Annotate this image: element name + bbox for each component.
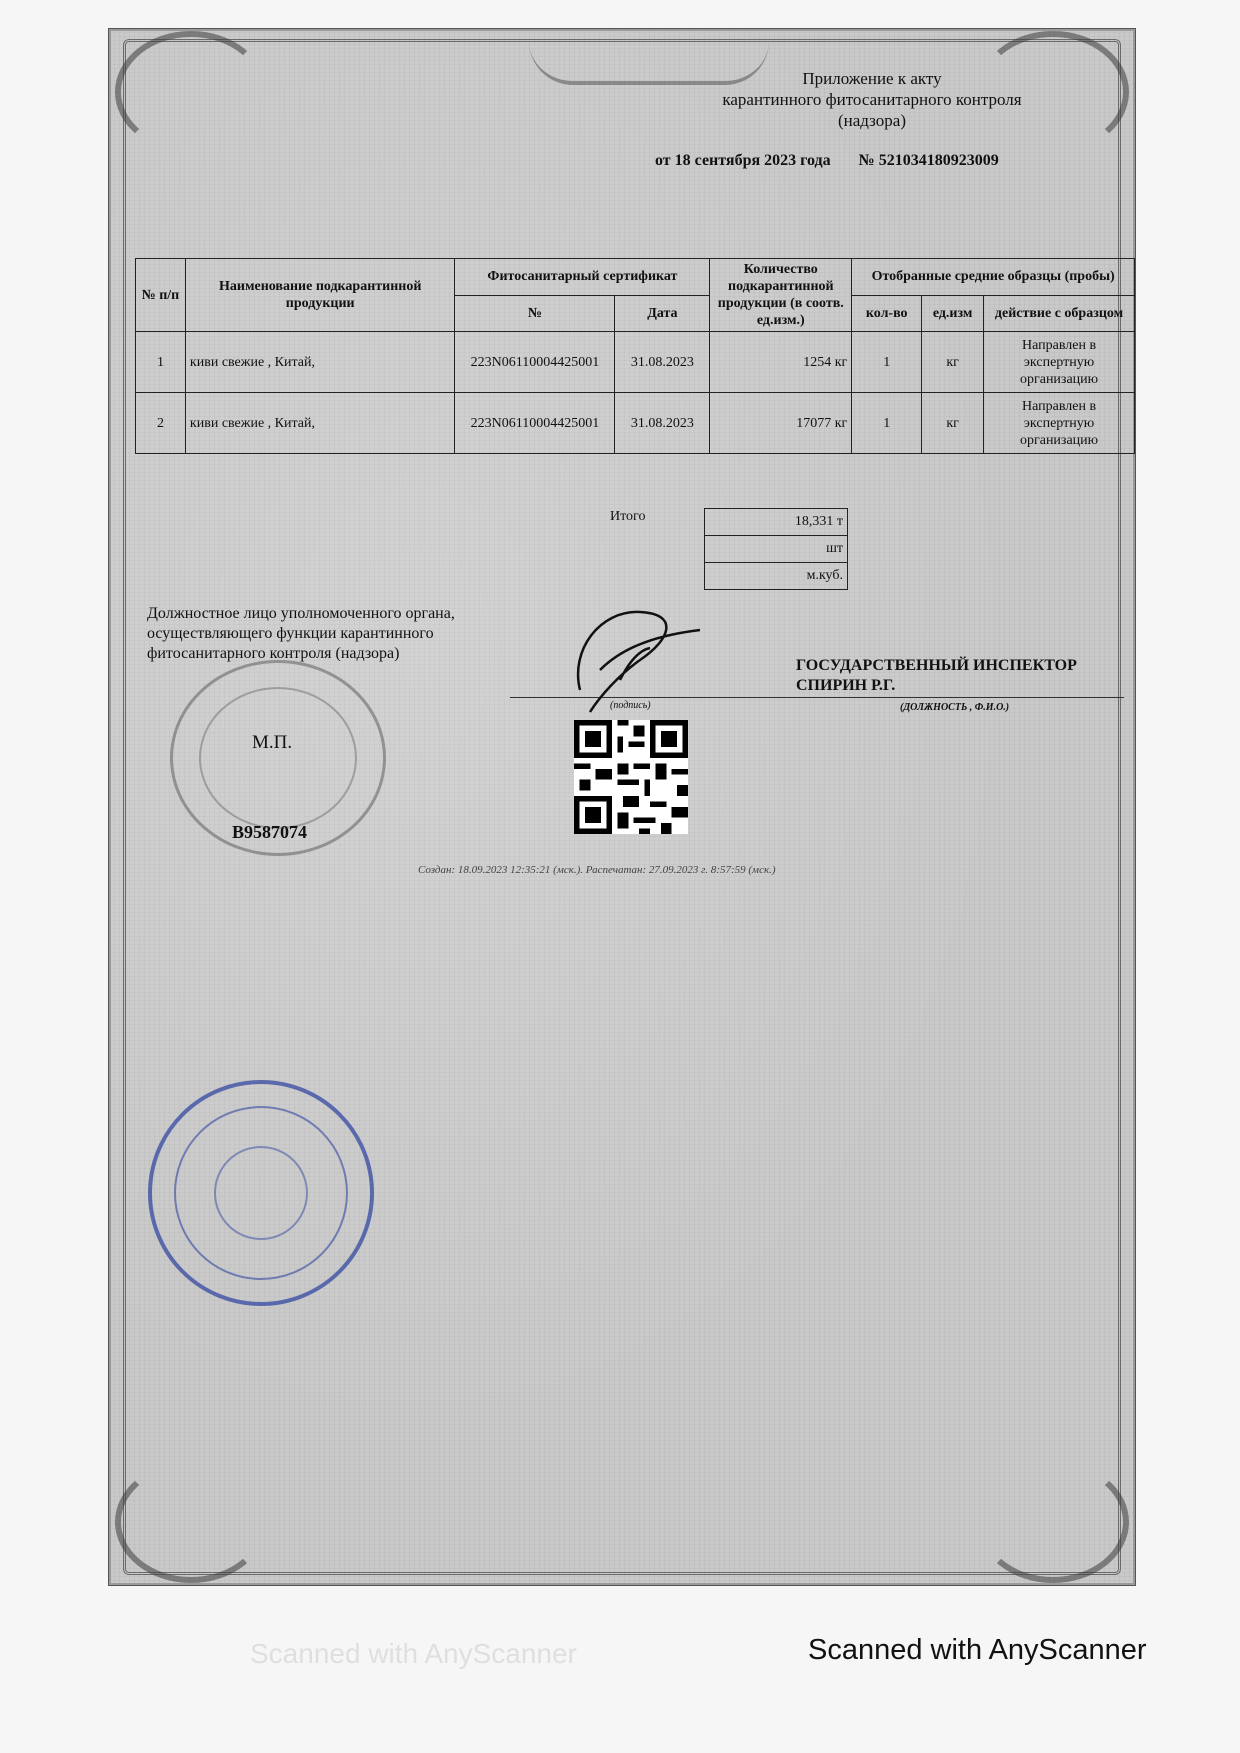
seal-mark-label: М.П.: [252, 732, 293, 753]
row-num: 1: [136, 332, 186, 393]
col-cert-no-header: №: [455, 295, 615, 332]
print-footnote: Создан: 18.09.2023 12:35:21 (мск.). Распечатан: 27.09.2023 г. 8:57:59 (мск.): [418, 864, 776, 876]
products-table: [135, 258, 1135, 454]
totals-table: [606, 508, 848, 590]
col-sample-qty-header: кол-во: [852, 295, 922, 332]
act-number: № 521034180923009: [858, 152, 999, 169]
col-sample-unit-header: ед.изм: [922, 295, 984, 332]
row-sample-qty: 1: [852, 332, 922, 393]
row-cert-date: 31.08.2023: [615, 332, 710, 393]
ornament-corner-bottom-right: [977, 1461, 1129, 1583]
row-sample-action: Направлен в экспертную организацию: [984, 332, 1135, 393]
col-samples-header: Отобранные средние образцы (пробы): [852, 259, 1135, 296]
document-header: [692, 68, 1052, 131]
table-row: [136, 393, 1135, 454]
ornament-corner-top-left: [115, 31, 267, 153]
col-sample-action-header: действие с образцом: [984, 295, 1135, 332]
header-line-1: Приложение к акту: [802, 69, 942, 88]
header-line-3: (надзора): [838, 111, 906, 130]
table-header-row: [136, 259, 1135, 296]
row-num: 2: [136, 393, 186, 454]
act-date: от 18 сентября 2023 года: [655, 152, 831, 169]
row-sample-action: Направлен в экспертную организацию: [984, 393, 1135, 454]
position-caption: (ДОЛЖНОСТЬ , Ф.И.О.): [900, 702, 1010, 713]
row-cert-no: 223N06110004425001: [455, 332, 615, 393]
inspector-block: [796, 656, 1077, 696]
official-label: Должностное лицо уполномоченного органа, осуществляющего функции карантинного фитосанитарного контроля (надзора): [147, 605, 455, 662]
handwritten-signature: [560, 600, 710, 720]
row-quantity: 17077 кг: [710, 393, 852, 454]
qr-code: [574, 720, 688, 834]
blank-number: В9587074: [232, 822, 308, 842]
row-product-name: киви свежие , Китай,: [185, 393, 455, 454]
row-cert-no: 223N06110004425001: [455, 393, 615, 454]
totals-weight: 18,331 т: [705, 509, 848, 536]
row-cert-date: 31.08.2023: [615, 393, 710, 454]
scanner-watermark: Scanned with AnyScanner: [250, 1638, 577, 1669]
totals-label: Итого: [610, 508, 646, 524]
row-sample-unit: кг: [922, 393, 984, 454]
scanner-label: Scanned with AnyScanner: [808, 1634, 1147, 1666]
header-line-2: карантинного фитосанитарного контроля: [722, 90, 1022, 109]
row-sample-unit: кг: [922, 332, 984, 393]
inspector-title: ГОСУДАРСТВЕННЫЙ ИНСПЕКТОР: [796, 657, 1077, 674]
col-num-header: № п/п: [136, 259, 186, 332]
row-product-name: киви свежие , Китай,: [185, 332, 455, 393]
inspector-name: СПИРИН Р.Г.: [796, 677, 896, 694]
company-stamp: [148, 1080, 374, 1306]
table-row: [136, 332, 1135, 393]
signature-caption: (подпись): [610, 700, 651, 711]
totals-volume: м.куб.: [705, 563, 848, 590]
col-quantity-header: Количество подкарантинной продукции (в соотв. ед.изм.): [710, 259, 852, 332]
ornament-corner-bottom-left: [115, 1461, 267, 1583]
row-sample-qty: 1: [852, 393, 922, 454]
act-reference: [655, 152, 999, 170]
row-quantity: 1254 кг: [710, 332, 852, 393]
totals-pieces: шт: [705, 536, 848, 563]
col-certificate-header: Фитосанитарный сертификат: [455, 259, 710, 296]
col-name-header: Наименование подкарантинной продукции: [185, 259, 455, 332]
col-cert-date-header: Дата: [615, 295, 710, 332]
